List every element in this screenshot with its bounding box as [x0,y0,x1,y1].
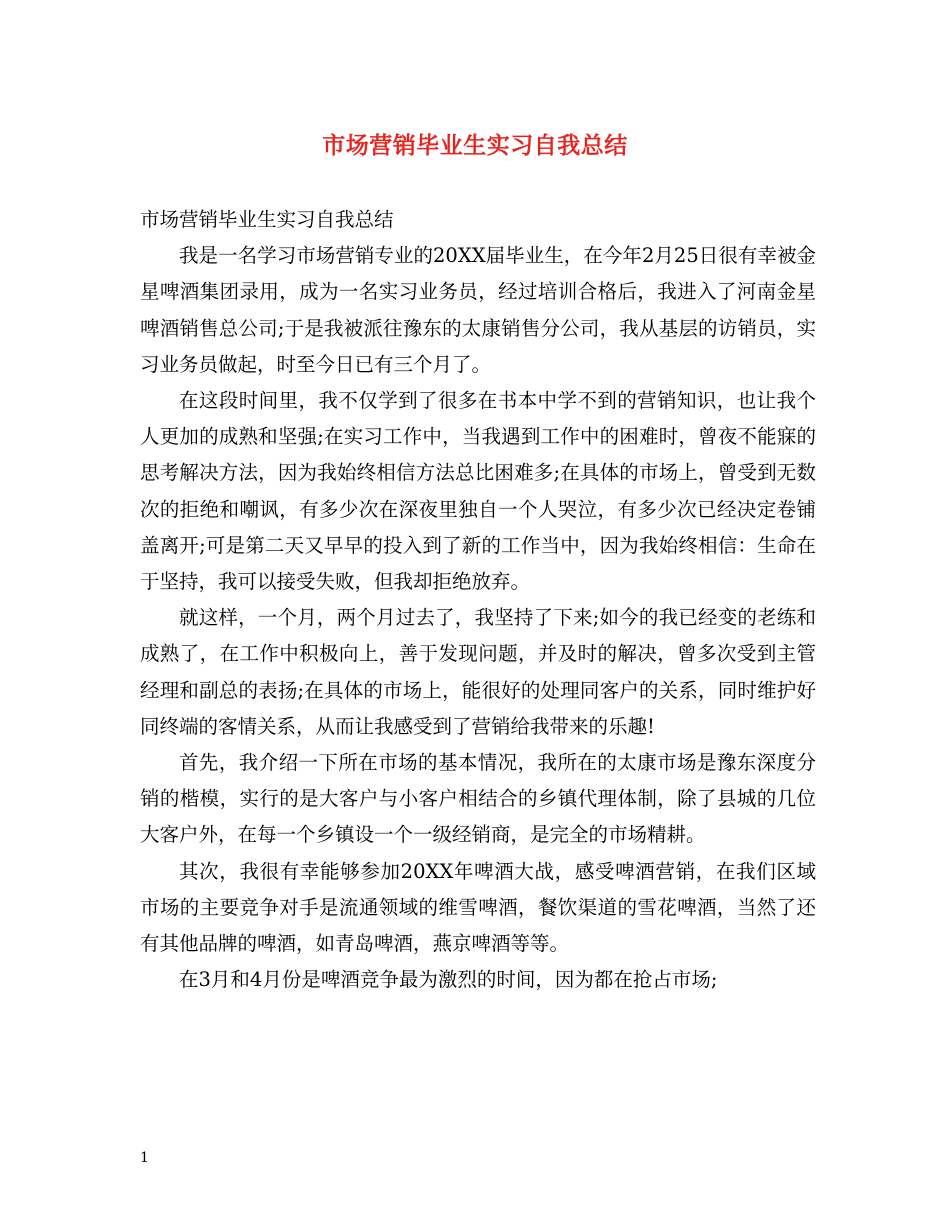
paragraph-2: 在这段时间里，我不仅学到了很多在书本中学不到的营销知识，也让我个人更加的成熟和坚强;在实习工作中，当我遇到工作中的困难时，曾夜不能寐的思考解决方法，因为我始终相信方法总比困难多;在具体的市场上，曾受到无数次的拒绝和嘲讽，有多少次在深夜里独自一个人哭泣，有多少次已经决定卷铺盖离开;可是第二天又早早的投入到了新的工作当中，因为我始终相信：生命在于坚持，我可以接受失败，但我却拒绝放弃。 [140,389,816,594]
page-number: 1 [140,1150,149,1166]
document-subtitle: 市场营销毕业生实习自我总结 [140,208,394,231]
paragraph-1: 我是一名学习市场营销专业的20XX届毕业生，在今年2月25日很有幸被金星啤酒集团录用，成为一名实习业务员，经过培训合格后，我进入了河南金星啤酒销售总公司;于是我被派往豫东的太康销售分公司，我从基层的访销员，实习业务员做起，时至今日已有三个月了。 [140,244,816,376]
document-body [140,202,816,998]
document-title: 市场营销毕业生实习自我总结 [322,132,628,159]
paragraph-5: 其次，我很有幸能够参加20XX年啤酒大战，感受啤酒营销，在我们区域市场的主要竞争对手是流通领域的维雪啤酒，餐饮渠道的雪花啤酒，当然了还有其他品牌的啤酒，如青岛啤酒，燕京啤酒等等。 [140,859,816,956]
paragraph-4: 首先，我介绍一下所在市场的基本情况，我所在的太康市场是豫东深度分销的楷模，实行的是大客户与小客户相结合的乡镇代理体制，除了县城的几位大客户外，在每一个乡镇设一个一级经销商，是完全的市场精耕。 [140,751,816,847]
paragraph-6: 在3月和4月份是啤酒竞争最为激烈的时间，因为都在抢占市场; [179,968,718,992]
paragraph-3: 就这样，一个月，两个月过去了，我坚持了下来;如今的我已经变的老练和成熟了，在工作中积极向上，善于发现问题，并及时的解决，曾多次受到主管经理和副总的表扬;在具体的市场上，能很好的处理同客户的关系，同时维护好同终端的客情关系，从而让我感受到了营销给我带来的乐趣! [140,606,816,738]
